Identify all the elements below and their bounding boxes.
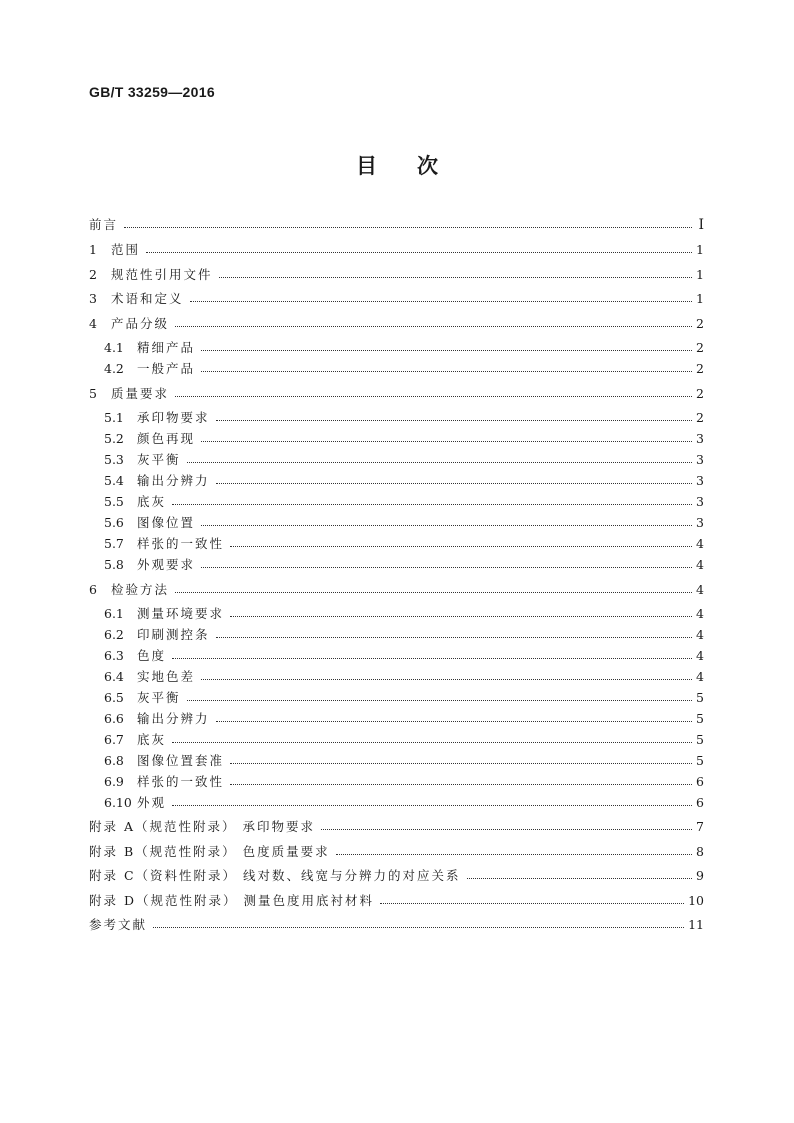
- toc-dot-leader: [230, 762, 692, 764]
- toc-entry-number: 6.8: [104, 753, 124, 768]
- toc-entry-number: 5.6: [104, 515, 124, 530]
- toc-entry[interactable]: [89, 314, 704, 334]
- toc-entry-title: 实地色差: [137, 669, 196, 684]
- toc-entry[interactable]: [104, 772, 704, 792]
- toc-entry[interactable]: [89, 817, 704, 837]
- toc-entry-number: 3: [89, 291, 97, 306]
- standard-code: GB/T 33259—2016: [89, 84, 215, 100]
- toc-entry-page: 5: [696, 732, 704, 747]
- toc-entry[interactable]: [89, 842, 704, 862]
- toc-entry-title: 参考文献: [89, 917, 148, 932]
- toc-entry-number: 6.9: [104, 774, 124, 789]
- toc-entry[interactable]: [104, 534, 704, 554]
- toc-dot-leader: [216, 720, 692, 722]
- toc-entry-page: 4: [696, 627, 704, 642]
- toc-entry[interactable]: [104, 751, 704, 771]
- toc-entry-page: 4: [696, 582, 704, 597]
- toc-entry-number: 5.3: [104, 452, 124, 467]
- toc-dot-leader: [201, 370, 692, 372]
- toc-entry-title: 附录 C（资料性附录） 线对数、线宽与分辨力的对应关系: [89, 868, 461, 883]
- toc-entry[interactable]: [104, 408, 704, 428]
- toc-dot-leader: [172, 503, 692, 505]
- toc-entry-page: 2: [696, 340, 704, 355]
- toc-entry[interactable]: [89, 215, 704, 235]
- toc-entry-number: 1: [89, 242, 97, 257]
- toc-entry-title: 底灰: [137, 494, 167, 509]
- toc-entry-page: 6: [696, 795, 704, 810]
- toc-entry-title: 样张的一致性: [137, 536, 225, 551]
- toc-entry-title: 灰平衡: [137, 452, 181, 467]
- toc-entry-page: 8: [696, 844, 704, 859]
- toc-entry-page: 4: [696, 536, 704, 551]
- toc-entry[interactable]: [89, 289, 704, 309]
- toc-entry-number: 5.2: [104, 431, 124, 446]
- toc-dot-leader: [172, 657, 692, 659]
- toc-entry[interactable]: [104, 793, 704, 813]
- toc-entry-page: 5: [696, 690, 704, 705]
- toc-entry[interactable]: [104, 730, 704, 750]
- toc-entry[interactable]: [104, 625, 704, 645]
- toc-entry-number: 2: [89, 267, 97, 282]
- toc-entry[interactable]: [89, 384, 704, 404]
- toc-entry-page: 9: [696, 868, 704, 883]
- toc-entry-title: 印刷测控条: [137, 627, 210, 642]
- toc-entry-title: 附录 D（规范性附录） 测量色度用底衬材料: [89, 893, 374, 908]
- toc-entry-title: 灰平衡: [137, 690, 181, 705]
- toc-dot-leader: [201, 566, 692, 568]
- toc-dot-leader: [175, 395, 692, 397]
- toc-entry-number: 6.1: [104, 606, 124, 621]
- toc-entry-page: 1: [696, 291, 704, 306]
- toc-entry-page: 4: [696, 606, 704, 621]
- toc-entry-page: 2: [696, 386, 704, 401]
- toc-entry-page: 2: [696, 316, 704, 331]
- toc-dot-leader: [219, 276, 692, 278]
- toc-entry-number: 4: [89, 316, 97, 331]
- toc-entry[interactable]: [104, 359, 704, 379]
- toc-entry-number: 5.5: [104, 494, 124, 509]
- toc-entry-title: 检验方法: [111, 582, 170, 597]
- toc-entry-page: 3: [696, 473, 704, 488]
- toc-entry-title: 附录 A（规范性附录） 承印物要求: [89, 819, 315, 834]
- toc-entry-number: 6: [89, 582, 97, 597]
- toc-entry-page: I: [698, 217, 704, 233]
- toc-entry-title: 规范性引用文件: [111, 267, 213, 282]
- toc-entry-page: 1: [696, 267, 704, 282]
- toc-entry[interactable]: [104, 429, 704, 449]
- toc-dot-leader: [336, 853, 692, 855]
- toc-dot-leader: [201, 349, 692, 351]
- toc-entry-title: 样张的一致性: [137, 774, 225, 789]
- toc-entry-title: 产品分级: [111, 316, 170, 331]
- toc-entry[interactable]: [104, 513, 704, 533]
- toc-entry-number: 6.5: [104, 690, 124, 705]
- toc-entry-page: 3: [696, 452, 704, 467]
- toc-entry-number: 6.3: [104, 648, 124, 663]
- toc-entry-title: 图像位置套准: [137, 753, 225, 768]
- toc-entry-page: 11: [688, 917, 704, 932]
- toc-entry-title: 颜色再现: [137, 431, 196, 446]
- toc-dot-leader: [216, 636, 692, 638]
- toc-entry-page: 4: [696, 557, 704, 572]
- toc-entry-page: 4: [696, 669, 704, 684]
- toc-dot-leader: [230, 783, 692, 785]
- toc-entry-title: 输出分辨力: [137, 711, 210, 726]
- toc-entry-number: 4.2: [104, 361, 124, 376]
- toc-entry-number: 6.2: [104, 627, 124, 642]
- toc-entry-page: 2: [696, 410, 704, 425]
- toc-entry-page: 5: [696, 711, 704, 726]
- toc-entry-number: 5.7: [104, 536, 124, 551]
- toc-dot-leader: [201, 440, 692, 442]
- toc-entry-number: 6.10: [104, 795, 132, 810]
- toc-entry-page: 2: [696, 361, 704, 376]
- toc-dot-leader: [172, 804, 692, 806]
- toc-entry[interactable]: [89, 580, 704, 600]
- toc-entry[interactable]: [104, 667, 704, 687]
- toc-dot-leader: [146, 251, 692, 253]
- toc-entry[interactable]: [104, 646, 704, 666]
- toc-dot-leader: [124, 226, 692, 228]
- toc-entry-title: 外观: [137, 795, 167, 810]
- toc-entry[interactable]: [104, 604, 704, 624]
- toc-entry-number: 5.8: [104, 557, 124, 572]
- toc-dot-leader: [216, 419, 692, 421]
- toc-entry-title: 质量要求: [111, 386, 170, 401]
- toc-dot-leader: [153, 926, 684, 928]
- toc-dot-leader: [201, 524, 692, 526]
- toc-dot-leader: [175, 591, 692, 593]
- toc-entry-title: 前言: [89, 217, 119, 232]
- toc-entry[interactable]: [89, 265, 704, 285]
- toc-entry-number: 6.4: [104, 669, 124, 684]
- toc-entry[interactable]: [104, 492, 704, 512]
- toc-entry-title: 图像位置: [137, 515, 196, 530]
- toc-entry-title: 输出分辨力: [137, 473, 210, 488]
- toc-entry-title: 测量环境要求: [137, 606, 225, 621]
- toc-entry-page: 1: [696, 242, 704, 257]
- toc-entry[interactable]: [104, 450, 704, 470]
- toc-dot-leader: [230, 615, 692, 617]
- toc-entry[interactable]: [89, 240, 704, 260]
- toc-dot-leader: [190, 300, 692, 302]
- toc-entry-number: 4.1: [104, 340, 124, 355]
- toc-dot-leader: [216, 482, 692, 484]
- toc-entry-number: 5.1: [104, 410, 124, 425]
- toc-dot-leader: [201, 678, 692, 680]
- toc-entry[interactable]: [89, 915, 704, 935]
- toc-entry-page: 3: [696, 431, 704, 446]
- toc-dot-leader: [187, 699, 692, 701]
- toc-entry-page: 3: [696, 494, 704, 509]
- toc-entry-title: 精细产品: [137, 340, 196, 355]
- toc-entry-title: 一般产品: [137, 361, 196, 376]
- toc-dot-leader: [175, 325, 692, 327]
- toc-entry-title: 外观要求: [137, 557, 196, 572]
- toc-entry-number: 6.6: [104, 711, 124, 726]
- toc-entry-page: 6: [696, 774, 704, 789]
- toc-entry-title: 承印物要求: [137, 410, 210, 425]
- toc-entry-page: 4: [696, 648, 704, 663]
- toc-entry-number: 5.4: [104, 473, 124, 488]
- toc-entry-page: 3: [696, 515, 704, 530]
- toc-entry[interactable]: [104, 709, 704, 729]
- toc-entry-title: 色度: [137, 648, 167, 663]
- toc-entry-page: 7: [696, 819, 704, 834]
- toc-dot-leader: [187, 461, 692, 463]
- toc-dot-leader: [172, 741, 692, 743]
- toc-entry[interactable]: [104, 338, 704, 358]
- toc-entry-title: 术语和定义: [111, 291, 184, 306]
- page-title: 目次: [356, 154, 478, 178]
- toc-dot-leader: [230, 545, 692, 547]
- toc-entry-number: 6.7: [104, 732, 124, 747]
- toc-entry[interactable]: [89, 891, 704, 911]
- toc-entry[interactable]: [104, 555, 704, 575]
- toc-entry-number: 5: [89, 386, 97, 401]
- toc-entry[interactable]: [104, 471, 704, 491]
- toc-entry-page: 5: [696, 753, 704, 768]
- toc-entry[interactable]: [104, 688, 704, 708]
- toc-entry-page: 10: [688, 893, 704, 908]
- toc-entry-title: 附录 B（规范性附录） 色度质量要求: [89, 844, 330, 859]
- toc-dot-leader: [321, 828, 692, 830]
- toc-entry-title: 范围: [111, 242, 141, 257]
- toc-dot-leader: [467, 877, 692, 879]
- toc-entry[interactable]: [89, 866, 704, 886]
- toc-dot-leader: [380, 902, 684, 904]
- toc-entry-title: 底灰: [137, 732, 167, 747]
